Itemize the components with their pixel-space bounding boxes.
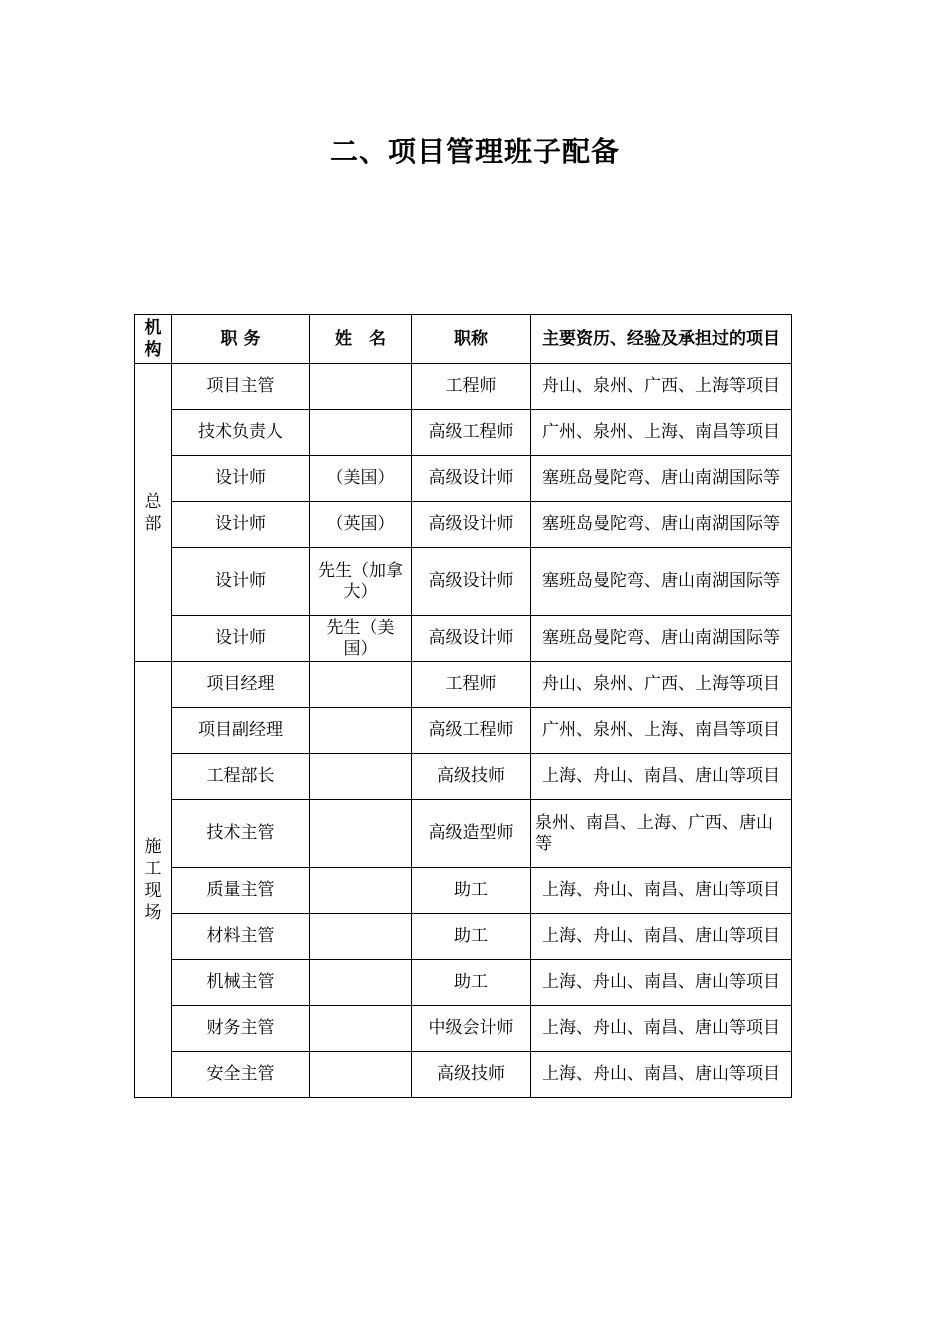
cell-position: 质量主管: [172, 868, 310, 914]
table-row: [135, 616, 792, 662]
cell-title: 高级设计师: [412, 548, 531, 616]
table-row: [135, 410, 792, 456]
cell-position: 设计师: [172, 456, 310, 502]
header-experience: 主要资历、经验及承担过的项目: [531, 315, 792, 364]
cell-name: [310, 662, 412, 708]
table-row: [135, 868, 792, 914]
cell-experience: 舟山、泉州、广西、上海等项目: [531, 364, 792, 410]
cell-title: 助工: [412, 914, 531, 960]
cell-position: 材料主管: [172, 914, 310, 960]
cell-experience: 上海、舟山、南昌、唐山等项目: [531, 1006, 792, 1052]
cell-title: 中级会计师: [412, 1006, 531, 1052]
cell-experience: 塞班岛曼陀弯、唐山南湖国际等: [531, 548, 792, 616]
cell-name: [310, 410, 412, 456]
cell-name: （英国）: [310, 502, 412, 548]
cell-title: 工程师: [412, 662, 531, 708]
cell-name: [310, 708, 412, 754]
cell-title: 助工: [412, 868, 531, 914]
cell-name: [310, 914, 412, 960]
table-row: [135, 754, 792, 800]
cell-experience: 塞班岛曼陀弯、唐山南湖国际等: [531, 616, 792, 662]
cell-experience: 塞班岛曼陀弯、唐山南湖国际等: [531, 502, 792, 548]
table-row: [135, 1006, 792, 1052]
cell-title: 助工: [412, 960, 531, 1006]
cell-experience: 上海、舟山、南昌、唐山等项目: [531, 1052, 792, 1098]
cell-position: 财务主管: [172, 1006, 310, 1052]
cell-title: 高级设计师: [412, 502, 531, 548]
cell-name: [310, 364, 412, 410]
cell-title: 高级技师: [412, 754, 531, 800]
staff-table: [134, 314, 792, 1098]
cell-title: 高级工程师: [412, 708, 531, 754]
group-label-site: 施工现场: [135, 662, 172, 1098]
header-org: 机构: [135, 315, 172, 364]
table-header-row: [135, 315, 792, 364]
cell-title: 高级设计师: [412, 616, 531, 662]
cell-position: 工程部长: [172, 754, 310, 800]
table-row: [135, 960, 792, 1006]
cell-name: [310, 1006, 412, 1052]
cell-name: 先生（美国）: [310, 616, 412, 662]
header-position: 职 务: [172, 315, 310, 364]
table-row: [135, 364, 792, 410]
cell-title: 高级技师: [412, 1052, 531, 1098]
table-row: [135, 662, 792, 708]
cell-position: 技术负责人: [172, 410, 310, 456]
cell-name: [310, 960, 412, 1006]
cell-title: 工程师: [412, 364, 531, 410]
cell-position: 安全主管: [172, 1052, 310, 1098]
cell-experience: 上海、舟山、南昌、唐山等项目: [531, 868, 792, 914]
cell-experience: 广州、泉州、上海、南昌等项目: [531, 708, 792, 754]
table-row: [135, 708, 792, 754]
cell-experience: 上海、舟山、南昌、唐山等项目: [531, 914, 792, 960]
cell-name: （美国）: [310, 456, 412, 502]
cell-position: 设计师: [172, 548, 310, 616]
cell-title: 高级设计师: [412, 456, 531, 502]
cell-position: 设计师: [172, 616, 310, 662]
cell-position: 机械主管: [172, 960, 310, 1006]
cell-name: [310, 1052, 412, 1098]
cell-name: [310, 754, 412, 800]
cell-experience: 上海、舟山、南昌、唐山等项目: [531, 754, 792, 800]
table-row: [135, 1052, 792, 1098]
cell-experience: 上海、舟山、南昌、唐山等项目: [531, 960, 792, 1006]
cell-experience: 舟山、泉州、广西、上海等项目: [531, 662, 792, 708]
cell-position: 项目主管: [172, 364, 310, 410]
group-label-hq: 总部: [135, 364, 172, 662]
table-row: [135, 914, 792, 960]
header-title: 职称: [412, 315, 531, 364]
table-row: [135, 502, 792, 548]
cell-experience: 塞班岛曼陀弯、唐山南湖国际等: [531, 456, 792, 502]
header-name: 姓 名: [310, 315, 412, 364]
cell-position: 项目副经理: [172, 708, 310, 754]
cell-experience: 广州、泉州、上海、南昌等项目: [531, 410, 792, 456]
table-row: [135, 800, 792, 868]
cell-name: 先生（加拿大）: [310, 548, 412, 616]
cell-position: 项目经理: [172, 662, 310, 708]
cell-name: [310, 868, 412, 914]
cell-title: 高级工程师: [412, 410, 531, 456]
cell-experience: 泉州、南昌、上海、广西、唐山等: [531, 800, 792, 868]
cell-position: 设计师: [172, 502, 310, 548]
table-row: [135, 456, 792, 502]
table-row: [135, 548, 792, 616]
cell-title: 高级造型师: [412, 800, 531, 868]
page-title: 二、项目管理班子配备: [329, 135, 620, 168]
cell-position: 技术主管: [172, 800, 310, 868]
cell-name: [310, 800, 412, 868]
